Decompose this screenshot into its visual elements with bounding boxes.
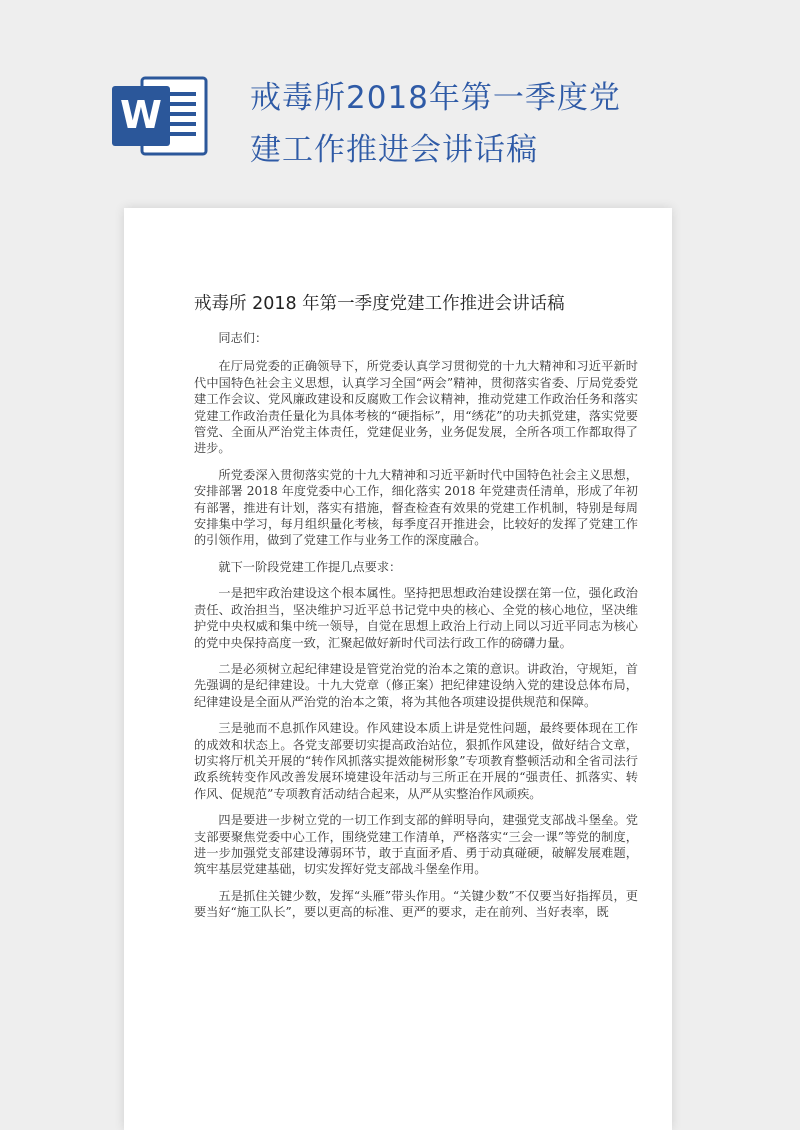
svg-text:W: W — [120, 93, 162, 137]
paragraph: 在厅局党委的正确领导下，所党委认真学习贯彻党的十九大精神和习近平新时代中国特色社会主义思想，认真学习全国“两会”精神，贯彻落实省委、厅局党委党建工作会议、党风廉政建设和反腐败工作会议精神，推动党建工作政治任务和落实党建工作政治责任量化为具体考核的“硬指标”，用“绣花”的功夫抓党建，落实党要管党、全面从严治党主体责任，党建促业务，业务促发展，全所各项工作都取得了进步。 — [194, 359, 638, 456]
header-title-line1: 戒毒所2018年第一季度党 — [250, 80, 621, 116]
document-title: 戒毒所 2018 年第一季度党建工作推进会讲话稿 — [194, 294, 565, 314]
paragraph: 二是必须树立起纪律建设是管党治党的治本之策的意识。讲政治，守规矩，首先强调的是纪律建设。十九大党章（修正案）把纪律建设纳入党的建设总体布局，纪律建设是全面从严治党的治本之策，将为其他各项建设提供规范和保障。 — [194, 661, 638, 709]
paragraph: 五是抓住关键少数，发挥“头雁”带头作用。“关键少数”不仅要当好指挥员，更要当好“施工队长”，要以更高的标准、更严的要求，走在前列、当好表率，既 — [194, 888, 638, 920]
paragraph: 三是驰而不息抓作风建设。作风建设本质上讲是党性问题，最终要体现在工作的成效和状态上。各党支部要切实提高政治站位，狠抓作风建设，做好结合文章，切实将厅机关开展的“转作风抓落实提效能树形象”专项教育整顿活动和全省司法行政系统转变作风改善发展环境建设年活动与三所正在开展的“强责任、抓落实、转作风、促规范”专项教育活动结合起来，从严从实整治作风顽疾。 — [194, 721, 638, 801]
paragraph: 就下一阶段党建工作提几点要求： — [218, 559, 402, 574]
word-document-icon — [112, 72, 212, 160]
salutation: 同志们： — [218, 331, 268, 345]
document-page — [124, 208, 672, 1130]
paragraph: 四是要进一步树立党的一切工作到支部的鲜明导向，建强党支部战斗堡垒。党支部要聚焦党委中心工作，围绕党建工作清单，严格落实“三会一课”等党的制度，进一步加强党支部建设薄弱环节，敢于直面矛盾、勇于动真碰硬，破解发展难题，筑牢基层党建基础，切实发挥好党支部战斗堡垒作用。 — [194, 813, 638, 877]
page-header — [0, 0, 800, 200]
header-title — [250, 72, 690, 176]
header-title-line2: 建工作推进会讲话稿 — [250, 132, 538, 168]
paragraph: 一是把牢政治建设这个根本属性。坚持把思想政治建设摆在第一位，强化政治责任、政治担当，坚决维护习近平总书记党中央的核心、全党的核心地位，坚决维护党中央权威和集中统一领导，自觉在思想上政治上行动上同以习近平同志为核心的党中央保持高度一致，汇聚起做好新时代司法行政工作的磅礴力量。 — [194, 586, 638, 650]
document-body — [194, 330, 638, 931]
paragraph: 所党委深入贯彻落实党的十九大精神和习近平新时代中国特色社会主义思想，安排部署 2018 年度党委中心工作，细化落实 2018 年党建责任清单，形成了年初有部署，推进有计划，落实有措施，督查检查有效果的党建工作机制，特别是每周安排集中学习，每月组织量化考核，每季度召开推进会，比较好的发挥了党建工作的引领作用，做到了党建工作与业务工作的深度融合。 — [194, 467, 638, 548]
